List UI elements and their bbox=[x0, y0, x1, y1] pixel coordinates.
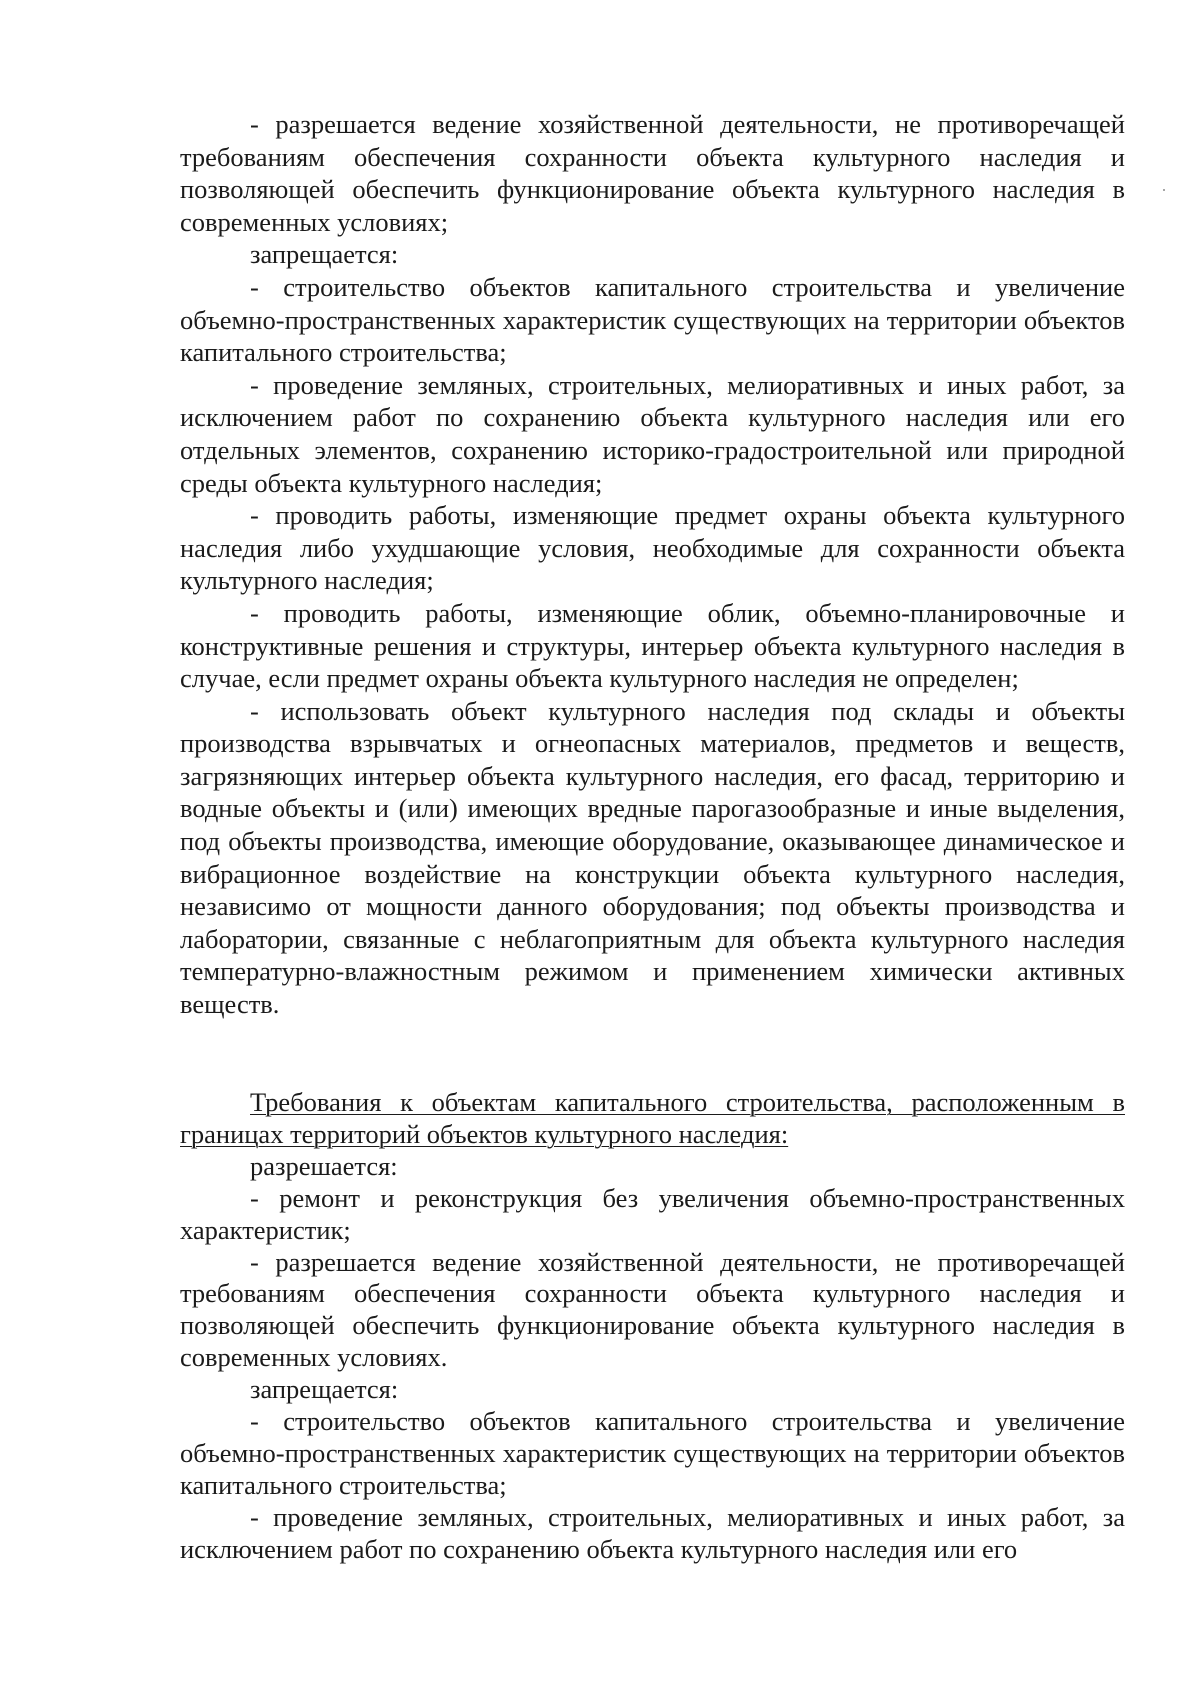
paragraph-usage-restrictions: - использовать объект культурного наследия под склады и объекты производства взрывчатых и огнеопасных материалов, предметов и веществ, загрязняющих интерьер объекта культурного наследия, его фасад, территорию и водные объекты и (или) имеющих вредные парогазообразные и иные выделения, под объекты производства, имеющие оборудование, оказывающее динамическое и вибрационное воздействие на конструкции объекта культурного наследия, независимо от мощности данного оборудования; под объекты производства и лаборатории, связанные с неблагоприятным для объекта культурного наследия температурно-влажностным режимом и применением химически активных веществ. bbox=[180, 695, 1125, 1020]
scan-speck bbox=[1163, 189, 1165, 191]
restrictions-text-block bbox=[180, 108, 1125, 1021]
section-heading: Требования к объектам капитального строительства, расположенным в границах территорий объектов культурного наследия: bbox=[180, 1087, 1125, 1149]
paragraph-construction-prohibited-2: - строительство объектов капитального строительства и увеличение объемно-пространственных характеристик существующих на территории объектов капитального строительства; bbox=[180, 1406, 1125, 1500]
paragraph-repair-allowed: - ремонт и реконструкция без увеличения объемно-пространственных характеристик; bbox=[180, 1182, 1125, 1245]
paragraph-protection-subject-works: - проводить работы, изменяющие предмет охраны объекта культурного наследия либо ухудшающие условия, необходимые для сохранности объекта культурного наследия; bbox=[180, 500, 1125, 596]
paragraph-earthworks-prohibited: - проведение земляных, строительных, мелиоративных и иных работ, за исключением работ по сохранению объекта культурного наследия или его отдельных элементов, сохранению историко-градостроительной или природной среды объекта культурного наследия; bbox=[180, 369, 1125, 498]
paragraph-economic-activity-allowed: - разрешается ведение хозяйственной деятельности, не противоречащей требованиям обеспечения сохранности объекта культурного наследия и позволяющей обеспечить функционирование объекта культурного наследия в современных условиях; bbox=[180, 109, 1125, 237]
paragraph-prohibited-label-2: запрещается: bbox=[250, 1374, 399, 1405]
paragraph-economic-activity-allowed-2: - разрешается ведение хозяйственной деятельности, не противоречащей требованиям обеспечения сохранности объекта культурного наследия и позволяющей обеспечить функционирование объекта культурного наследия в современных условиях. bbox=[180, 1246, 1125, 1373]
paragraph-construction-prohibited: - строительство объектов капитального строительства и увеличение объемно-пространственных характеристик существующих на территории объектов капитального строительства; bbox=[180, 271, 1125, 368]
capital-construction-requirements-block bbox=[180, 1087, 1125, 1566]
paragraph-appearance-works: - проводить работы, изменяющие облик, объемно-планировочные и конструктивные решения и структуры, интерьер объекта культурного наследия в случае, если предмет охраны объекта культурного наследия не определен; bbox=[180, 597, 1125, 694]
paragraph-allowed-label: разрешается: bbox=[250, 1150, 398, 1181]
paragraph-earthworks-prohibited-2: - проведение земляных, строительных, мелиоративных и иных работ, за исключением работ по сохранению объекта культурного наследия или его bbox=[180, 1501, 1125, 1564]
paragraph-prohibited-label: запрещается: bbox=[250, 239, 399, 270]
